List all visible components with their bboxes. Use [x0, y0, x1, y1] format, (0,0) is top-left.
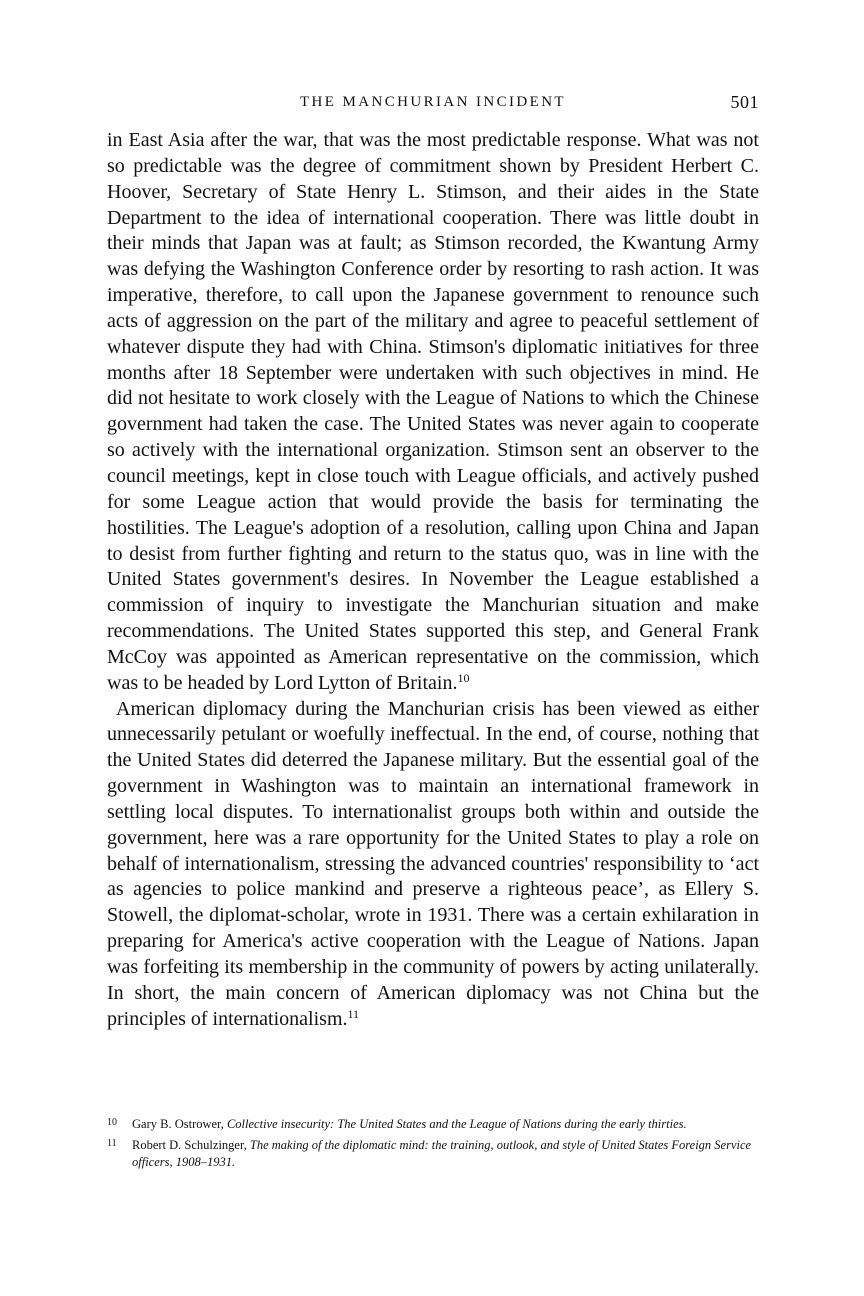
footnote-title: Collective insecurity: The United States and the League of Nations during the early thirties.	[226, 1117, 687, 1131]
footnote-reference: 11	[347, 1006, 360, 1021]
footnote-number: 10	[107, 1117, 117, 1128]
footnote-number: 11	[107, 1137, 117, 1149]
footnote-author: Gary B. Ostrower,	[132, 1117, 227, 1131]
paragraph	[107, 697, 759, 1033]
running-head	[107, 92, 759, 114]
paragraph-text: American diplomacy during the Manchurian crisis has been viewed as either unnecessarily petulant or woefully ineffectual. In the end, of course, nothing that the United States did deterred the Japanese military. But the essential goal of the government in Washington was to maintain an international framework in settling local disputes. To internationalist groups both within and outside the government, here was a rare opportunity for the United States to play a role on behalf of internationalism, stressing the advanced countries' responsibility to ‘act as agencies to police mankind and preserve a righteous peace’, as Ellery S. Stowell, the diplomat-scholar, wrote in 1931. There was a certain exhilaration in preparing for America's active cooperation with the League of Nations. Japan was forfeiting its membership in the community of powers by acting unilaterally. In short, the main concern of American diplomacy was not China but the principles of internationalism.	[107, 697, 759, 1030]
footnote-author: Robert D. Schulzinger,	[132, 1137, 250, 1152]
body-text	[107, 128, 759, 1033]
footnote	[107, 1114, 759, 1134]
footnote-reference: 10	[457, 670, 470, 685]
page-number: 501	[730, 92, 759, 112]
footnote-title: The making of the diplomatic mind: the training, outlook, and style of United States Foreign Service officers, 1908–1931.	[132, 1137, 752, 1169]
paragraph	[107, 128, 759, 697]
footnotes	[107, 1114, 759, 1173]
footnote	[107, 1135, 759, 1172]
paragraph-text: in East Asia after the war, that was the most predictable response. What was not so predictable was the degree of commitment shown by President Herbert C. Hoover, Secretary of State Henry L. Stimson, and their aides in the State Department to the idea of international cooperation. There was little doubt in their minds that Japan was at fault; as Stimson recorded, the Kwantung Army was defying the Washington Conference order by resorting to rash action. It was imperative, therefore, to call upon the Japanese government to renounce such acts of aggression on the part of the military and agree to peaceful settlement of whatever dispute they had with China. Stimson's diplomatic initiatives for three months after 18 September were undertaken with such objectives in mind. He did not hesitate to work closely with the League of Nations to which the Chinese government had taken the case. The United States was never again to cooperate so actively with the international organization. Stimson sent an observer to the council meetings, kept in close touch with League officials, and actively pushed for some League action that would provide the basis for terminating the hostilities. The League's adoption of a resolution, calling upon China and Japan to desist from further fighting and return to the status quo, was in line with the United States government's desires. In November the League established a commission of inquiry to investigate the Manchurian situation and make recommendations. The United States supported this step, and General Frank McCoy was appointed as American representative on the commission, which was to be headed by Lord Lytton of Britain.	[107, 129, 759, 694]
running-head-title: THE MANCHURIAN INCIDENT	[299, 94, 566, 110]
